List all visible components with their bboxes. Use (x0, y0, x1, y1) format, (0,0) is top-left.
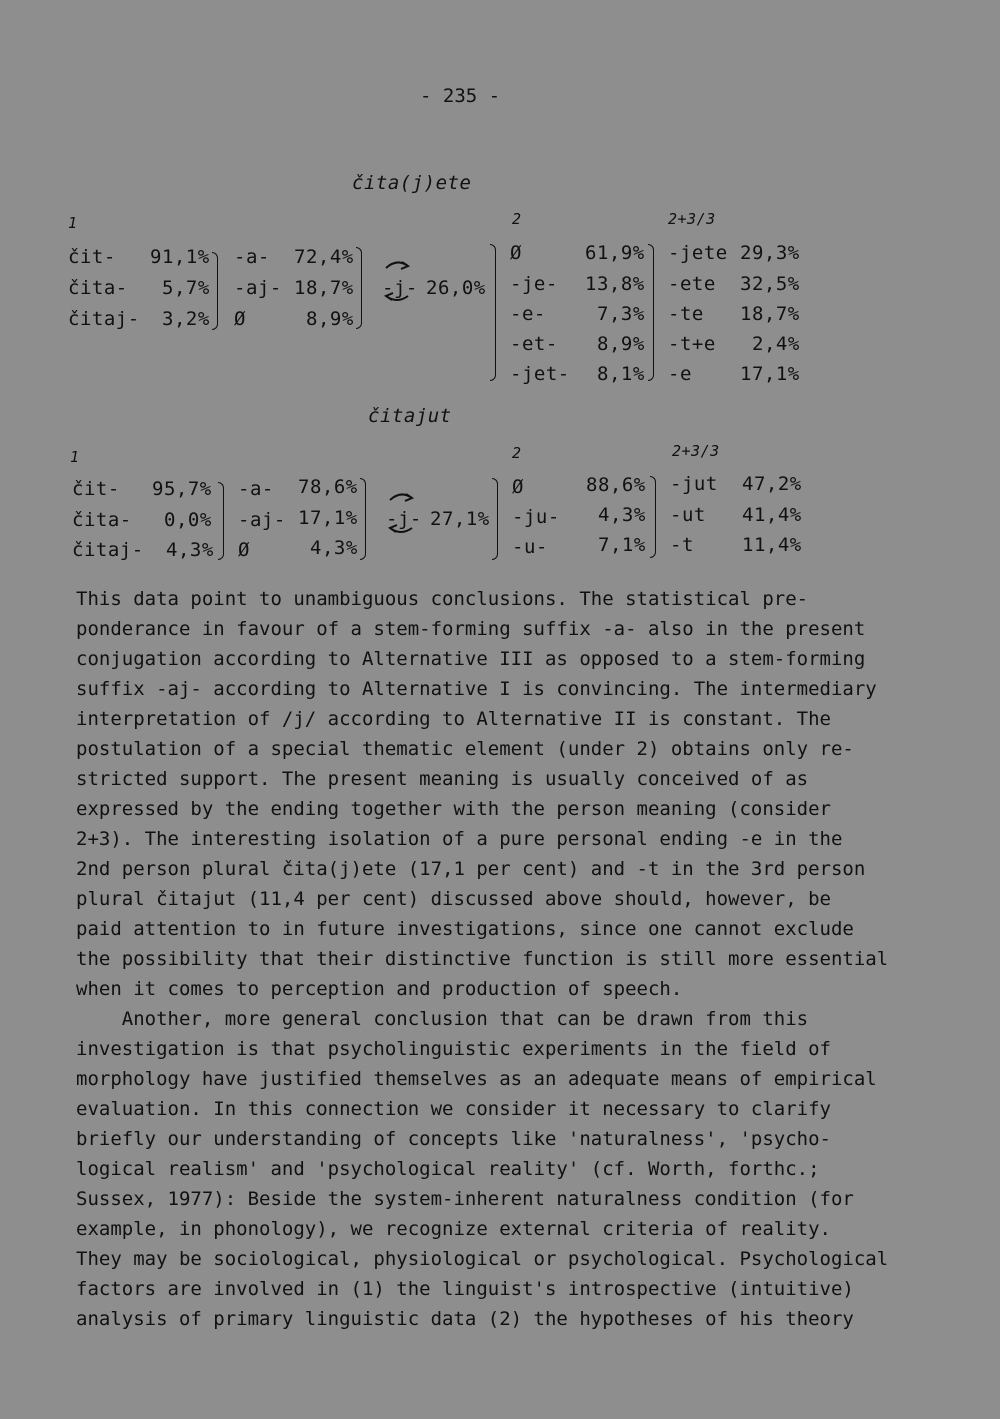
text-line: logical realism' and 'psychological reality' (cf. Worth, forthc.; (76, 1158, 820, 1180)
table-title: čita(j)ete (352, 172, 472, 194)
text-line: analysis of primary linguistic data (2) the hypotheses of his theory (76, 1308, 854, 1330)
table-title: čitajut (368, 405, 452, 427)
stem-label: čita- (72, 509, 132, 531)
ending-label: -jete (668, 242, 728, 264)
ending-label: -ete (668, 273, 716, 295)
suffix-label: -a- (234, 246, 270, 268)
column-header-2: 2 (512, 444, 522, 462)
stem-label: čita- (68, 277, 128, 299)
thematic-label: -jet- (510, 363, 570, 385)
stem-pct: 91,1% (150, 246, 210, 268)
suffix-label: -a- (238, 478, 274, 500)
column-header-1: 1 (68, 214, 78, 232)
j-element-label: -j- (386, 508, 422, 530)
text-line: morphology have justified themselves as an adequate means of empirical (76, 1068, 877, 1090)
suffix-label: -aj- (238, 509, 286, 531)
text-line: 2+3). The interesting isolation of a pure personal ending -e in the (76, 828, 843, 850)
text-line: conjugation according to Alternative III as opposed to a stem-forming (76, 648, 866, 670)
text-line: when it comes to perception and production of speech. (76, 978, 683, 1000)
brace (212, 252, 218, 330)
text-line: paid attention to in future investigations, since one cannot exclude (76, 918, 854, 940)
text-line: interpretation of /j/ according to Alternative II is constant. The (76, 708, 831, 730)
text-line: postulation of a special thematic element (under 2) obtains only re- (76, 738, 854, 760)
ending-pct: 2,4% (752, 333, 800, 355)
text-line: expressed by the ending together with the person meaning (consider (76, 798, 831, 820)
text-line: factors are involved in (1) the linguist's introspective (intuitive) (76, 1278, 854, 1300)
text-line: suffix -aj- according to Alternative I is convincing. The intermediary (76, 678, 877, 700)
stem-label: čit- (68, 246, 116, 268)
ending-label: -jut (670, 473, 718, 495)
ending-pct: 41,4% (742, 504, 802, 526)
brace (218, 482, 224, 560)
suffix-pct: 8,9% (306, 308, 354, 330)
suffix-pct: 72,4% (294, 246, 354, 268)
suffix-pct: 17,1% (298, 507, 358, 529)
thematic-label: -et- (510, 333, 558, 355)
text-line: ponderance in favour of a stem-forming suffix -a- also in the present (76, 618, 866, 640)
column-header-2: 2 (512, 210, 522, 228)
brace (490, 244, 496, 381)
thematic-pct: 88,6% (586, 474, 646, 496)
stem-pct: 4,3% (166, 539, 214, 561)
thematic-label: -u- (512, 536, 548, 558)
brace (648, 244, 654, 381)
text-line: Sussex, 1977): Beside the system-inherent naturalness condition (for (76, 1188, 854, 1210)
column-header-1: 1 (70, 448, 80, 466)
ending-label: -e (668, 363, 692, 385)
text-line: plural čitajut (11,4 per cent) discussed above should, however, be (76, 888, 831, 910)
text-line: This data point to unambiguous conclusions. The statistical pre- (76, 588, 809, 610)
stem-label: čitaj- (68, 308, 140, 330)
j-element-label: -j- (382, 277, 418, 299)
ending-pct: 32,5% (740, 273, 800, 295)
thematic-label: -ju- (512, 506, 560, 528)
j-element-pct: 26,0% (426, 277, 486, 299)
ending-pct: 29,3% (740, 242, 800, 264)
brace (492, 478, 498, 560)
text-line: stricted support. The present meaning is usually conceived of as (76, 768, 809, 790)
suffix-pct: 78,6% (298, 476, 358, 498)
ending-label: -ut (670, 504, 706, 526)
text-line: 2nd person plural čita(j)ete (17,1 per cent) and -t in the 3rd person (76, 858, 866, 880)
suffix-label: Ø (234, 308, 246, 330)
stem-label: čitaj- (72, 539, 144, 561)
column-header-3: 2+3/3 (672, 442, 720, 460)
ending-label: -te (668, 303, 704, 325)
ending-pct: 17,1% (740, 363, 800, 385)
paragraph-2 (76, 1004, 946, 1334)
stem-pct: 5,7% (162, 277, 210, 299)
brace (360, 478, 366, 560)
text-line: briefly our understanding of concepts like 'naturalness', 'psycho- (76, 1128, 831, 1150)
ending-pct: 47,2% (742, 473, 802, 495)
thematic-pct: 7,3% (597, 303, 645, 325)
text-line: They may be sociological, physiological or psychological. Psychological (76, 1248, 889, 1270)
j-element-pct: 27,1% (430, 508, 490, 530)
ending-label: -t+e (668, 333, 716, 355)
stem-pct: 0,0% (164, 509, 212, 531)
stem-label: čit- (72, 478, 120, 500)
brace (650, 476, 656, 558)
thematic-label: Ø (512, 476, 524, 498)
column-header-3: 2+3/3 (668, 210, 716, 228)
text-line: example, in phonology), we recognize external criteria of reality. (76, 1218, 831, 1240)
stem-pct: 3,2% (162, 308, 210, 330)
thematic-label: Ø (510, 242, 522, 264)
ending-label: -t (670, 534, 694, 556)
text-line: Another, more general conclusion that can be drawn from this (76, 1008, 809, 1030)
suffix-pct: 18,7% (294, 277, 354, 299)
thematic-label: -e- (510, 303, 546, 325)
thematic-pct: 7,1% (598, 534, 646, 556)
thematic-pct: 8,9% (597, 333, 645, 355)
suffix-pct: 4,3% (310, 537, 358, 559)
suffix-label: Ø (238, 539, 250, 561)
ending-pct: 11,4% (742, 534, 802, 556)
stem-pct: 95,7% (152, 478, 212, 500)
text-line: evaluation. In this connection we consider it necessary to clarify (76, 1098, 831, 1120)
thematic-pct: 8,1% (597, 363, 645, 385)
thematic-pct: 61,9% (585, 242, 645, 264)
thematic-pct: 4,3% (598, 504, 646, 526)
text-line: the possibility that their distinctive function is still more essential (76, 948, 889, 970)
page-number: - 235 - (420, 85, 501, 107)
suffix-label: -aj- (234, 277, 282, 299)
brace (356, 247, 362, 329)
paragraph-1 (76, 584, 946, 1004)
ending-pct: 18,7% (740, 303, 800, 325)
text-line: investigation is that psycholinguistic experiments in the field of (76, 1038, 831, 1060)
thematic-pct: 13,8% (585, 273, 645, 295)
thematic-label: -je- (510, 273, 558, 295)
